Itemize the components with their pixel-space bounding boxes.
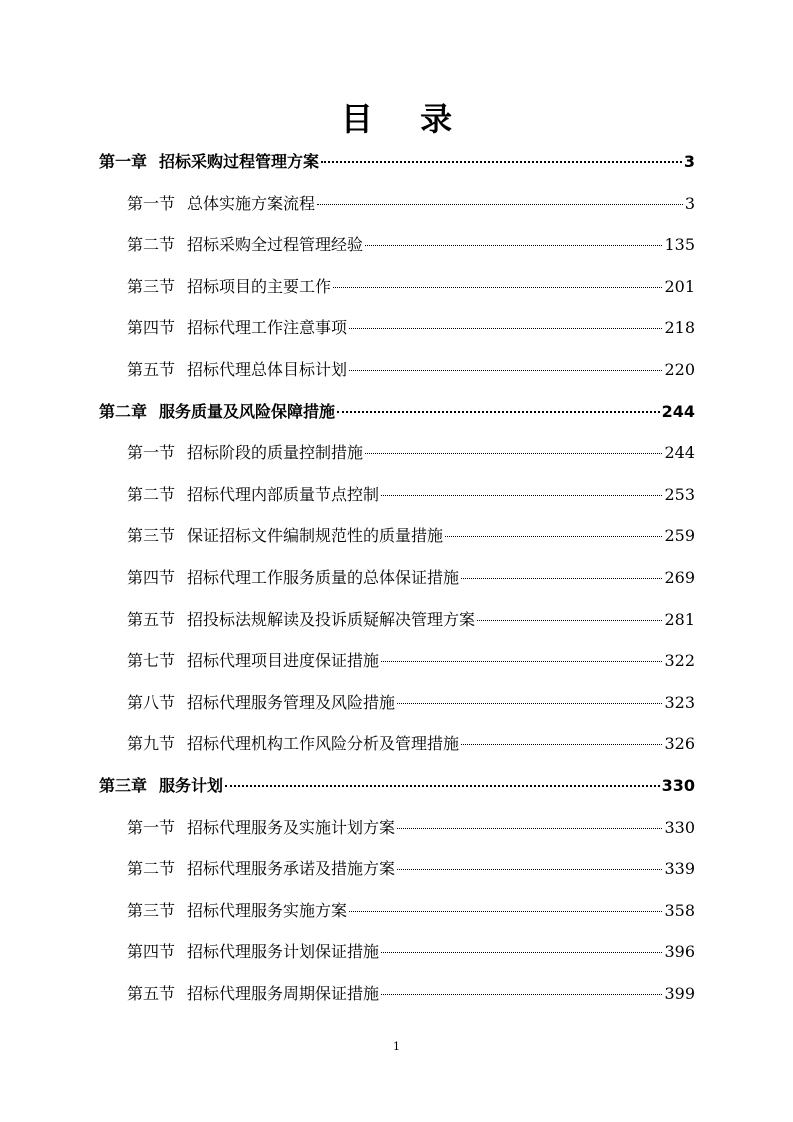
toc-entry-label (127, 307, 347, 349)
toc-entry-page-number: 218 (664, 318, 695, 338)
toc-dot-leader (337, 411, 660, 413)
toc-entry-page-number: 330 (661, 775, 695, 795)
toc-entry-page-number: 396 (664, 942, 695, 962)
toc-entry-text: 招标代理服务计划保证措施 (187, 942, 380, 962)
toc-section-entry[interactable] (99, 557, 695, 599)
toc-entry-text: 招标采购全过程管理经验 (187, 235, 364, 255)
toc-entry-prefix: 第二章 (99, 401, 148, 421)
toc-section-entry[interactable] (99, 349, 695, 391)
toc-entry-page-number: 330 (664, 817, 695, 837)
toc-entry-text: 招标代理内部质量节点控制 (187, 484, 380, 504)
toc-dot-leader (225, 785, 660, 787)
toc-section-entry[interactable] (99, 432, 695, 474)
toc-entry-text: 招标代理服务管理及风险措施 (187, 692, 396, 712)
toc-dot-leader (445, 536, 662, 537)
toc-dot-leader (365, 453, 662, 454)
toc-entry-label (127, 349, 347, 391)
toc-entry-label (99, 765, 223, 807)
toc-section-entry[interactable] (99, 599, 695, 641)
toc-entry-text: 招投标法规解读及投诉质疑解决管理方案 (187, 609, 476, 629)
toc-dot-leader (349, 911, 662, 912)
toc-entry-text: 服务质量及风险保障措施 (159, 401, 336, 421)
toc-entry-text: 招标采购过程管理方案 (159, 152, 320, 171)
toc-entry-label (99, 141, 319, 183)
toc-entry-label (127, 599, 475, 641)
page-title: 目 录 (340, 100, 471, 138)
toc-dot-leader (321, 161, 682, 163)
toc-entry-page-number: 135 (664, 235, 695, 255)
toc-section-entry[interactable] (99, 973, 695, 1015)
toc-entry-prefix: 第三节 (127, 276, 176, 296)
toc-entry-label (127, 557, 459, 599)
toc-entry-page-number: 201 (664, 276, 695, 296)
toc-entry-prefix: 第九节 (127, 734, 176, 754)
toc-entry-page-number: 3 (684, 193, 695, 213)
toc-chapter-entry[interactable] (99, 141, 695, 183)
toc-entry-page-number: 281 (664, 609, 695, 629)
toc-entry-text: 招标阶段的质量控制措施 (187, 443, 364, 463)
toc-entry-label (127, 432, 363, 474)
toc-dot-leader (333, 287, 662, 288)
toc-entry-page-number: 326 (664, 734, 695, 754)
toc-entry-prefix: 第二节 (127, 859, 176, 879)
toc-entry-page-number: 3 (683, 152, 695, 171)
toc-section-entry[interactable] (99, 890, 695, 932)
toc-entry-text: 招标代理服务及实施计划方案 (187, 817, 396, 837)
toc-dot-leader (381, 495, 662, 496)
toc-dot-leader (397, 828, 662, 829)
toc-dot-leader (349, 328, 662, 329)
toc-entry-label (127, 266, 331, 308)
toc-entry-text: 服务计划 (159, 775, 224, 795)
toc-dot-leader (397, 869, 662, 870)
toc-entry-prefix: 第七节 (127, 651, 176, 671)
toc-entry-text: 招标代理服务实施方案 (187, 900, 348, 920)
toc-entry-page-number: 220 (664, 359, 695, 379)
toc-entry-prefix: 第一节 (127, 193, 176, 213)
toc-entry-prefix: 第五节 (127, 609, 176, 629)
toc-entry-text: 招标代理工作注意事项 (187, 318, 348, 338)
toc-entry-label (127, 931, 379, 973)
toc-entry-label (127, 640, 379, 682)
toc-entry-label (127, 723, 459, 765)
toc-section-entry[interactable] (99, 682, 695, 724)
toc-entry-label (127, 848, 395, 890)
toc-entry-text: 招标代理服务周期保证措施 (187, 983, 380, 1003)
toc-section-entry[interactable] (99, 640, 695, 682)
toc-entry-page-number: 244 (661, 401, 695, 421)
toc-entry-text: 招标代理机构工作风险分析及管理措施 (187, 734, 460, 754)
toc-entry-prefix: 第八节 (127, 692, 176, 712)
toc-chapter-entry[interactable] (99, 391, 695, 433)
toc-dot-leader (381, 952, 662, 953)
toc-entry-prefix: 第四节 (127, 567, 176, 587)
toc-entry-page-number: 339 (664, 859, 695, 879)
toc-dot-leader (461, 744, 662, 745)
toc-section-entry[interactable] (99, 307, 695, 349)
toc-entry-prefix: 第二节 (127, 484, 176, 504)
toc-entry-page-number: 259 (664, 526, 695, 546)
toc-chapter-entry[interactable] (99, 765, 695, 807)
toc-entry-page-number: 358 (664, 900, 695, 920)
toc-dot-leader (365, 245, 662, 246)
toc-entry-text: 保证招标文件编制规范性的质量措施 (187, 526, 444, 546)
toc-entry-prefix: 第一章 (99, 152, 148, 171)
toc-entry-label (99, 391, 335, 433)
toc-entry-label (127, 183, 315, 225)
toc-entry-prefix: 第四节 (127, 942, 176, 962)
toc-entry-prefix: 第五节 (127, 359, 176, 379)
toc-entry-text: 招标代理服务承诺及措施方案 (187, 859, 396, 879)
toc-entry-text: 招标代理工作服务质量的总体保证措施 (187, 567, 460, 587)
toc-dot-leader (461, 578, 662, 579)
toc-entry-page-number: 253 (664, 484, 695, 504)
toc-dot-leader (381, 661, 662, 662)
toc-entry-prefix: 第二节 (127, 235, 176, 255)
toc-section-entry[interactable] (99, 723, 695, 765)
toc-section-entry[interactable] (99, 266, 695, 308)
toc-entry-page-number: 399 (664, 983, 695, 1003)
toc-entry-label (127, 973, 379, 1015)
page-number: 1 (393, 1040, 400, 1053)
toc-entry-text: 招标项目的主要工作 (187, 276, 332, 296)
toc-entry-label (127, 890, 347, 932)
toc-entry-label (127, 474, 379, 516)
toc-section-entry[interactable] (99, 515, 695, 557)
toc-dot-leader (317, 204, 683, 205)
table-of-contents (99, 141, 695, 1014)
toc-entry-label (127, 807, 395, 849)
toc-entry-prefix: 第五节 (127, 983, 176, 1003)
toc-dot-leader (477, 620, 662, 621)
toc-dot-leader (349, 370, 662, 371)
toc-entry-text: 招标代理总体目标计划 (187, 359, 348, 379)
toc-entry-prefix: 第三节 (127, 526, 176, 546)
toc-entry-page-number: 322 (664, 651, 695, 671)
toc-dot-leader (381, 994, 662, 995)
toc-entry-label (127, 682, 395, 724)
toc-section-entry[interactable] (99, 807, 695, 849)
toc-entry-text: 招标代理项目进度保证措施 (187, 651, 380, 671)
toc-entry-prefix: 第一节 (127, 817, 176, 837)
toc-section-entry[interactable] (99, 474, 695, 516)
toc-entry-label (127, 224, 363, 266)
toc-section-entry[interactable] (99, 848, 695, 890)
toc-dot-leader (397, 703, 662, 704)
toc-entry-prefix: 第三节 (127, 900, 176, 920)
toc-section-entry[interactable] (99, 931, 695, 973)
toc-entry-prefix: 第三章 (99, 775, 148, 795)
toc-entry-label (127, 515, 443, 557)
toc-entry-prefix: 第四节 (127, 318, 176, 338)
toc-entry-page-number: 323 (664, 692, 695, 712)
toc-section-entry[interactable] (99, 224, 695, 266)
toc-entry-prefix: 第一节 (127, 443, 176, 463)
toc-entry-page-number: 269 (664, 567, 695, 587)
toc-entry-text: 总体实施方案流程 (187, 193, 316, 213)
toc-section-entry[interactable] (99, 183, 695, 225)
toc-entry-page-number: 244 (664, 443, 695, 463)
